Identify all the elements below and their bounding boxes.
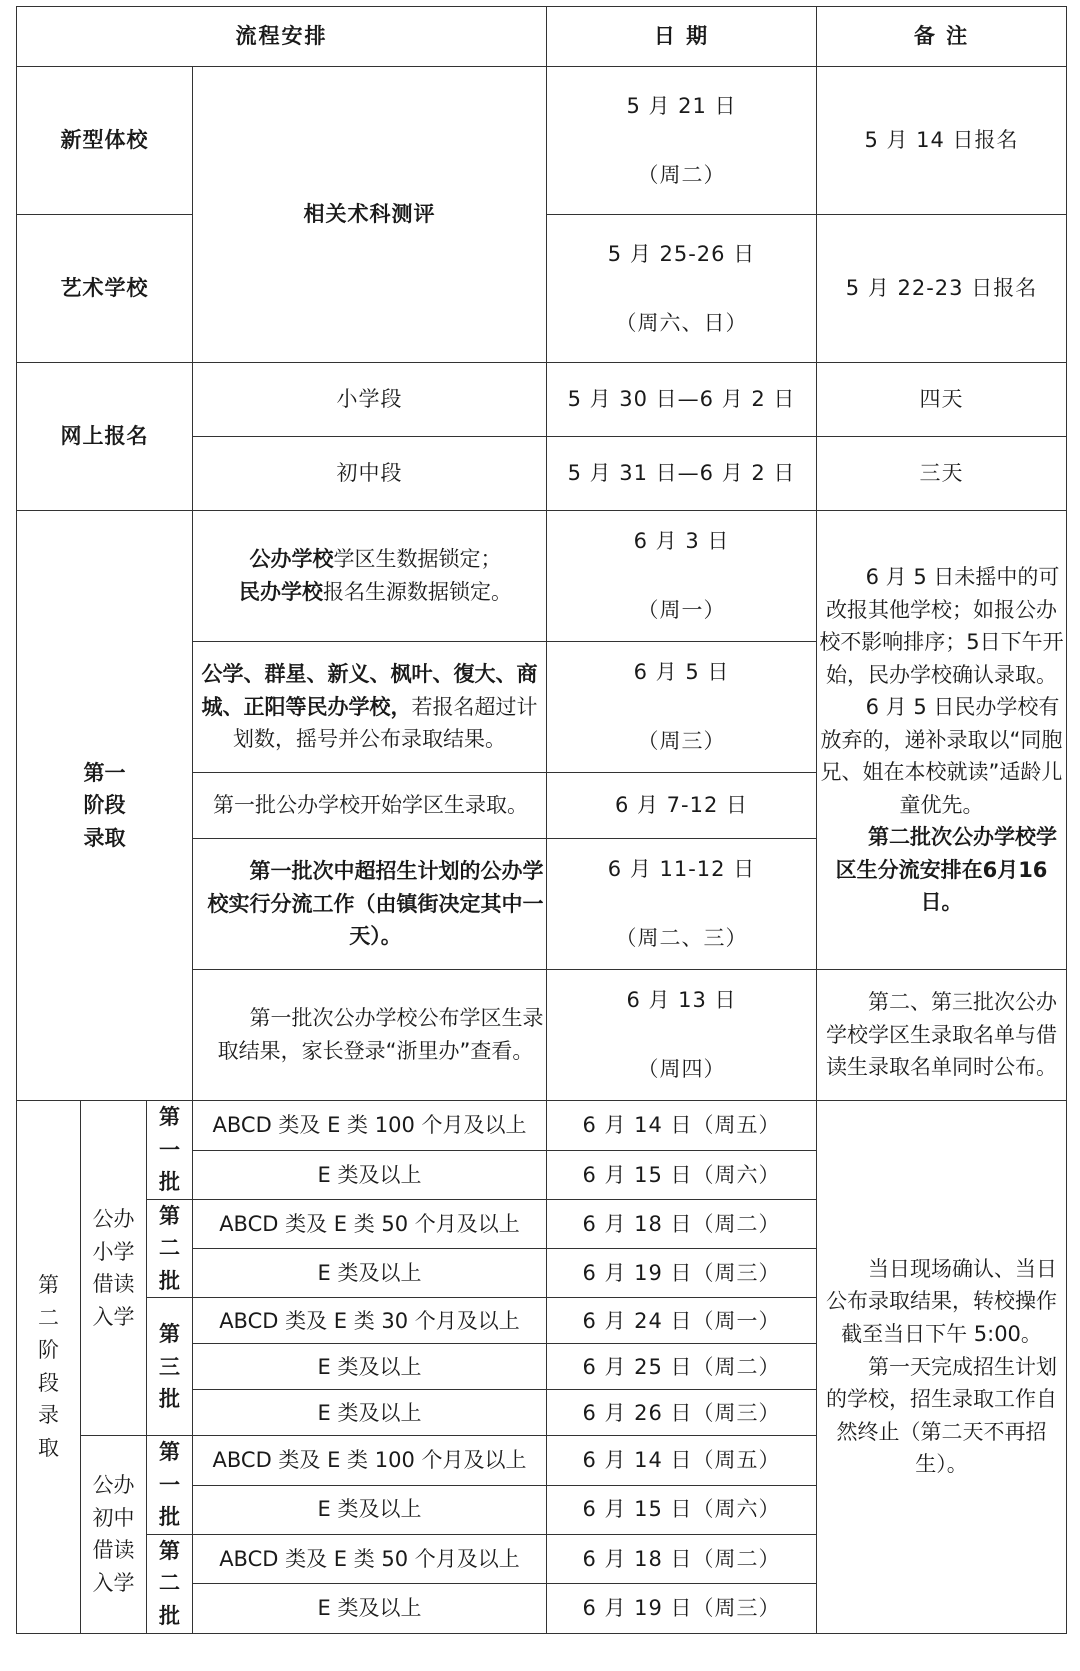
online-date: 5 月 31 日—6 月 2 日	[547, 437, 817, 511]
class-criteria: ABCD 类及 E 类 50 个月及以上	[193, 1199, 547, 1248]
batch-char: 第	[159, 1321, 180, 1346]
stage2-date: 6 月 14 日（周五）	[547, 1436, 817, 1485]
header-row	[17, 7, 1067, 67]
private-school-text: 报名生源数据锁定。	[323, 580, 512, 604]
class-criteria: E 类及以上	[193, 1344, 547, 1390]
note-paragraph: 第二、第三批次公办学校学区生录取名单与借读生录取名单同时公布。	[826, 990, 1057, 1080]
class-criteria: ABCD 类及 E 类 50 个月及以上	[193, 1534, 547, 1583]
online-segment: 小学段	[193, 363, 547, 437]
primary-borrow-label	[81, 1101, 147, 1436]
primary-label-line: 公办	[92, 1207, 135, 1232]
header-remark: 备 注	[817, 7, 1067, 67]
class-criteria: E 类及以上	[193, 1584, 547, 1633]
public-school-text: 学区生数据锁定；	[333, 547, 502, 572]
stage1-note-a	[817, 511, 1067, 970]
arts-weekday: （周六、日）	[615, 310, 748, 335]
stage1-weekday: （周二、三）	[615, 926, 748, 950]
class-criteria: ABCD 类及 E 类 100 个月及以上	[193, 1101, 547, 1151]
private-school-bold: 民办学校	[239, 580, 323, 604]
sports-date: 5 月 21 日	[626, 93, 737, 118]
primary-batch-3	[147, 1298, 193, 1436]
stage2-label-char: 二	[38, 1305, 59, 1330]
primary-batch-1	[147, 1101, 193, 1200]
stage1-date: 6 月 5 日	[633, 660, 730, 685]
primary-label-line: 小学	[92, 1239, 135, 1264]
class-criteria: ABCD 类及 E 类 30 个月及以上	[193, 1298, 547, 1344]
stage1-label-line: 第一	[83, 760, 126, 785]
stage1-weekday: （周一）	[637, 598, 726, 622]
stage2-label	[17, 1101, 81, 1634]
stage2-date: 6 月 18 日（周二）	[547, 1534, 817, 1583]
stage1-result-desc: 第一批次公办学校公布学区生录取结果，家长登录“浙里办”查看。	[193, 970, 547, 1101]
stage1-diversion-desc: 第一批次中超招生计划的公办学校实行分流工作（由镇街决定其中一天）。	[193, 839, 547, 970]
sports-school-label: 新型体校	[17, 67, 193, 215]
arts-date-cell	[547, 215, 817, 363]
stage2-date: 6 月 19 日（周三）	[547, 1248, 817, 1297]
sports-remark: 5 月 14 日报名	[817, 67, 1067, 215]
batch-char: 一	[159, 1137, 180, 1162]
stage2-date: 6 月 25 日（周二）	[547, 1344, 817, 1390]
stage1-date-cell	[547, 511, 817, 642]
batch-char: 一	[159, 1472, 180, 1497]
public-school-bold: 公办学校	[249, 547, 334, 572]
batch-char: 第	[159, 1440, 180, 1465]
batch-char: 二	[159, 1236, 180, 1261]
class-criteria: E 类及以上	[193, 1248, 547, 1297]
online-segment: 初中段	[193, 437, 547, 511]
stage2-date: 6 月 26 日（周三）	[547, 1390, 817, 1436]
batch-char: 批	[159, 1387, 180, 1412]
stage1-label	[17, 511, 193, 1101]
junior-label-line: 初中	[92, 1505, 135, 1530]
batch-char: 批	[159, 1170, 180, 1195]
stage1-date: 6 月 11-12 日	[607, 857, 756, 882]
note-paragraph: 第一天完成招生计划的学校，招生录取工作自然终止（第二天不再招生）。	[826, 1354, 1057, 1477]
note-paragraph: 6 月 5 日民办学校有放弃的，递补录取以“同胞兄、姐在本校就读”适龄儿童优先。	[820, 695, 1063, 817]
header-date: 日 期	[547, 7, 817, 67]
junior-label-line: 公办	[92, 1473, 135, 1498]
stage1-lottery-desc	[193, 642, 547, 773]
junior-label-line: 借读	[92, 1538, 135, 1563]
batch-char: 第	[159, 1105, 180, 1129]
sports-school-row	[17, 67, 1067, 215]
batch-char: 三	[159, 1354, 180, 1379]
sports-date-cell	[547, 67, 817, 215]
stage1-date-cell	[547, 839, 817, 970]
stage2-date: 6 月 15 日（周六）	[547, 1485, 817, 1534]
stage2-label-char: 阶	[38, 1338, 59, 1363]
stage2-label-char: 取	[38, 1435, 59, 1460]
note-paragraph: 6 月 5 日未摇中的可改报其他学校；如报公办校不影响排序；5日下午开始，民办学校确认录取。	[819, 564, 1064, 687]
stage1-date-cell	[547, 970, 817, 1101]
header-process: 流程安排	[17, 7, 547, 67]
private-schools-bold: 公学、群星、新义、枫叶、復大、商城、正阳等民办学校，	[201, 662, 538, 719]
junior-label-line: 入学	[92, 1570, 135, 1595]
batch-char: 二	[159, 1571, 180, 1596]
sports-weekday: （周二）	[637, 162, 726, 187]
junior-batch-1	[147, 1436, 193, 1535]
stage2-label-char: 段	[38, 1370, 59, 1395]
admission-schedule-table	[16, 6, 1067, 1634]
batch-char: 批	[159, 1505, 180, 1530]
class-criteria: E 类及以上	[193, 1151, 547, 1199]
stage1-date-cell	[547, 642, 817, 773]
stage1-date: 6 月 3 日	[633, 529, 730, 554]
stage1-first-batch-desc: 第一批公办学校开始学区生录取。	[193, 773, 547, 839]
stage2-date: 6 月 15 日（周六）	[547, 1151, 817, 1199]
batch-char: 批	[159, 1604, 180, 1629]
class-criteria: E 类及以上	[193, 1485, 547, 1534]
class-criteria: E 类及以上	[193, 1390, 547, 1436]
stage1-date: 6 月 13 日	[626, 988, 737, 1013]
online-primary-row	[17, 363, 1067, 437]
class-criteria: ABCD 类及 E 类 100 个月及以上	[193, 1436, 547, 1485]
stage2-date: 6 月 18 日（周二）	[547, 1199, 817, 1248]
primary-label-line: 入学	[92, 1304, 135, 1329]
stage2-date: 6 月 19 日（周三）	[547, 1584, 817, 1633]
batch-char: 第	[159, 1538, 180, 1563]
online-label: 网上报名	[17, 363, 193, 511]
stage1-label-line: 录取	[83, 825, 126, 850]
online-date: 5 月 30 日—6 月 2 日	[547, 363, 817, 437]
talent-assessment: 相关术科测评	[193, 67, 547, 363]
batch-char: 第	[159, 1203, 180, 1228]
stage1-label-line: 阶段	[83, 793, 126, 818]
online-remark: 四天	[817, 363, 1067, 437]
primary-batch-2	[147, 1199, 193, 1298]
stage2-label-char: 第	[38, 1273, 59, 1298]
stage2-note	[817, 1101, 1067, 1634]
stage1-row-1	[17, 511, 1067, 642]
arts-date: 5 月 25-26 日	[607, 241, 756, 266]
online-remark: 三天	[817, 437, 1067, 511]
stage1-date: 6 月 7-12 日	[547, 773, 817, 839]
stage2-row	[17, 1101, 1067, 1151]
arts-school-label: 艺术学校	[17, 215, 193, 363]
arts-remark: 5 月 22-23 日报名	[817, 215, 1067, 363]
junior-batch-2	[147, 1534, 193, 1633]
stage2-date: 6 月 14 日（周五）	[547, 1101, 817, 1151]
lottery-text: 若报名超过计划数，摇号并公布录取结果。	[233, 694, 538, 752]
note-paragraph: 第二批次公办学校学区生分流安排在6月16日。	[835, 825, 1057, 915]
stage1-weekday: （周四）	[637, 1057, 726, 1081]
note-paragraph: 当日现场确认、当日公布录取结果，转校操作截至当日下午 5:00。	[826, 1256, 1057, 1346]
primary-label-line: 借读	[92, 1272, 135, 1297]
junior-borrow-label	[81, 1436, 147, 1633]
stage1-note-b	[817, 970, 1067, 1101]
stage2-label-char: 录	[38, 1403, 59, 1428]
stage1-weekday: （周三）	[637, 729, 726, 753]
stage2-date: 6 月 24 日（周一）	[547, 1298, 817, 1344]
stage1-lock-desc	[193, 511, 547, 642]
batch-char: 批	[159, 1268, 180, 1293]
